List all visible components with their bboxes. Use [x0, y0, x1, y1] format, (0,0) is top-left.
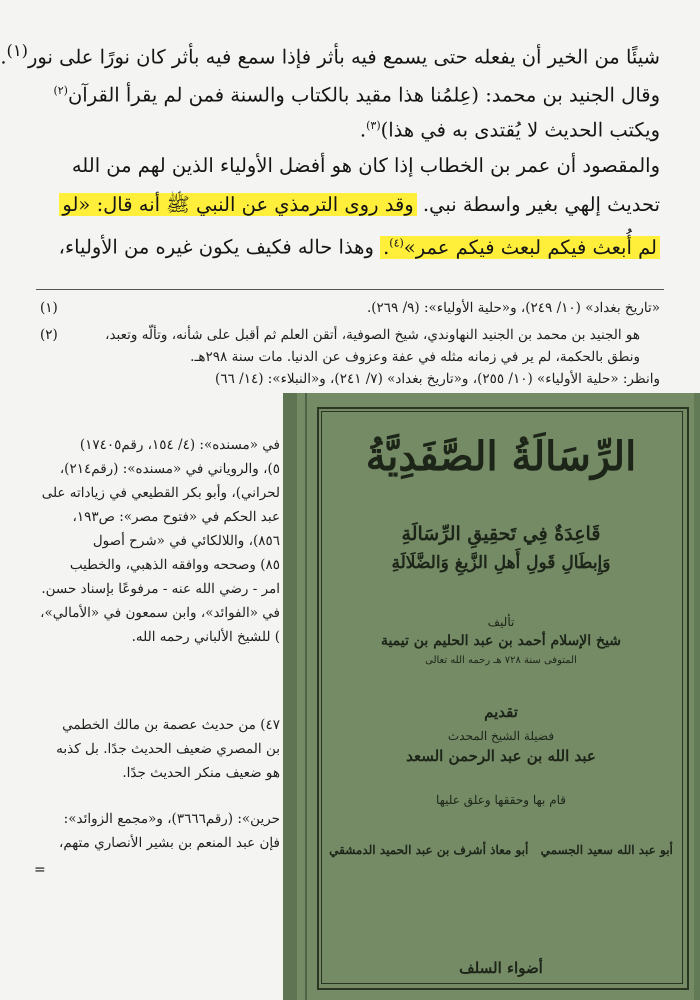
- text-line-1: شيئًا من الخير أن يفعله حتى يسمع فيه بأثر فإذا سمع فيه بأثر كان نورًا على نور$^{(١)}$.: [0, 41, 660, 69]
- cover-intro-name: عبد الله بن عبد الرحمن السعد: [406, 747, 596, 765]
- cover-editors: [323, 843, 679, 857]
- cover-intro-label: تقديم: [484, 703, 518, 721]
- footnote-lower: حرين»: (رقم٣٦٦٦)، و«مجمع الزوائد»:: [63, 811, 280, 827]
- cover-spine-line: [305, 393, 307, 1000]
- footnote-number: (٢): [40, 327, 58, 343]
- book-cover: [283, 393, 700, 1000]
- cover-subtitle-1: قَاعِدَةٌ فِي تَحقِيقِ الرِّسَالَةِ: [401, 523, 601, 545]
- cover-subtitle-2: وَإِبطَالِ قَولِ أَهلِ الزَّيغِ وَالضَّلَالَةِ: [391, 553, 611, 573]
- end-mark: =: [34, 862, 46, 878]
- footnote-partial: لحراني)، وأبو بكر القطيعي في زياداته على: [41, 485, 280, 501]
- cover-spine-band: [283, 393, 297, 1000]
- footnote-partial: ٨٥) وصححه ووافقه الذهبي، والخطيب: [69, 557, 280, 573]
- cover-author-label: تأليف: [487, 615, 515, 629]
- footnote-partial: ) للشيخ الألباني رحمه الله.: [131, 629, 280, 645]
- footnote-number: (١): [40, 300, 58, 316]
- cover-author-dates: المتوفى سنة ٧٢٨ هـ رحمه الله تعالى: [425, 655, 577, 666]
- footnote-mark: (١): [6, 41, 28, 60]
- footnote-2-line-2: ونطق بالحكمة، لم ير في زمانه مثله في عفة وعزوف عن الدنيا. مات سنة ٢٩٨هـ.: [190, 349, 640, 365]
- cover-editor-1: أبو عبد الله سعيد الجسمي: [540, 843, 673, 857]
- footnote-partial: في «الفوائد»، وابن سمعون في «الأمالي»،: [40, 605, 280, 621]
- text-line-6: لم أُبعث فيكم لبعث فيكم عمر»$^{(٤)}$. وهذا حاله فكيف يكون غيره من الأولياء،: [59, 228, 660, 263]
- text-line-5: تحديث إلهي بغير واسطة نبي. وقد روى الترمذي عن النبي ﷺ أنه قال: «لو: [59, 190, 660, 220]
- footnote-separator: [36, 289, 664, 290]
- footnote-mark: (٣): [366, 119, 381, 132]
- footnote-partial: عبد الحكم في «فتوح مصر»: ص١٩٣،: [72, 509, 280, 525]
- highlighted-quote-2: لم أُبعث فيكم لبعث فيكم عمر»$^{(٤)}$.: [380, 236, 660, 259]
- footnote-lower: ٤٧) من حديث عصمة بن مالك الخطمي: [62, 717, 280, 733]
- footnote-lower: فإن عبد المنعم بن بشير الأنصاري متهم،: [58, 835, 280, 851]
- highlighted-quote-1: وقد روى الترمذي عن النبي ﷺ أنه قال: «لو: [59, 193, 416, 216]
- cover-editors-label: قام بها وحققها وعلق عليها: [435, 793, 567, 807]
- footnote-1: «تاريخ بغداد» (١٠/ ٢٤٩)، و«حلية الأولياء»: (٩/ ٢٦٩).: [366, 300, 660, 316]
- footnote-2-line-3: وانظر: «حلية الأولياء» (١٠/ ٢٥٥)، و«تاريخ بغداد» (٧/ ٢٤١)، و«النبلاء»: (١٤/ ٦٦): [215, 371, 660, 387]
- cover-edge-band: [694, 393, 700, 1000]
- footnote-partial: في «مسنده»: (٤/ ١٥٤، رقم١٧٤٠٥): [79, 437, 280, 453]
- footnote-lower: هو ضعيف منكر الحديث جدًا.: [122, 765, 280, 781]
- footnote-partial: ٥)، والروياني في «مسنده»: (رقم٢١٤)،: [59, 461, 280, 477]
- cover-editor-2: أبو معاذ أشرف بن عبد الحميد الدمشقي: [329, 843, 529, 857]
- cover-publisher: أضواء السلف: [459, 959, 543, 977]
- cover-intro-title: فضيلة الشيخ المحدث: [447, 729, 555, 743]
- text-line-4: والمقصود أن عمر بن الخطاب إذا كان هو أفضل الأولياء الذين لهم من الله: [71, 154, 660, 177]
- text-line-3: ويكتب الحديث لا يُقتدى به في هذا)$^{(٣)}$.: [359, 118, 660, 142]
- cover-frame-inner: [321, 411, 683, 984]
- footnote-mark: (٤): [389, 236, 404, 249]
- text-line-2: وقال الجنيد بن محمد: (عِلمُنا هذا مقيد بالكتاب والسنة فمن لم يقرأ القرآن$^{(٢)}$: [53, 83, 660, 107]
- footnote-partial: امر - رضي الله عنه - مرفوعًا بإسناد حسن.: [41, 581, 280, 597]
- footnote-mark: (٢): [53, 84, 68, 97]
- footnote-lower: بن المصري ضعيف الحديث جدًا. بل كذبه: [56, 741, 280, 757]
- cover-title: الرِّسَالَةُ الصَّفَدِيَّةُ: [365, 433, 637, 480]
- footnote-partial: ٨٥٦)، واللالكائي في «شرح أصول: [92, 533, 280, 549]
- cover-author: شيخ الإسلام أحمد بن عبد الحليم بن تيمية: [380, 633, 622, 649]
- footnote-2-line-1: هو الجنيد بن محمد بن الجنيد النهاوندي، شيخ الصوفية، أتقن العلم ثم أقبل على شأنه، وتألّه وتعبد،: [105, 327, 640, 343]
